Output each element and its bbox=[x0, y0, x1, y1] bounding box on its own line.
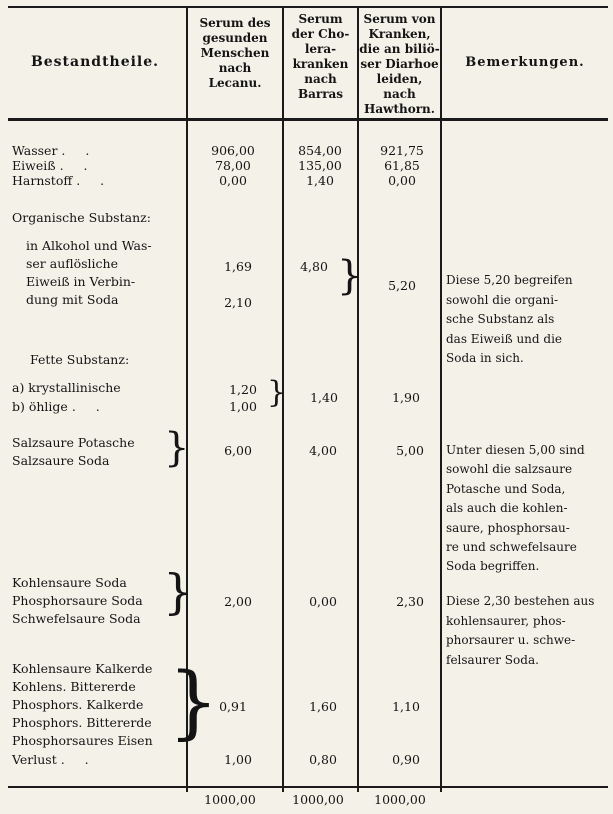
oehlig-value-1: 1,00 bbox=[229, 399, 257, 414]
header-rule bbox=[8, 118, 608, 121]
row-label-verlust: Verlust . . bbox=[12, 752, 97, 767]
kalk-line-5: Phosphorsaures Eisen bbox=[12, 733, 153, 748]
kohlen-value-3: 2,30 bbox=[396, 594, 424, 609]
kohlen-line-2: Phosphorsaure Soda bbox=[12, 593, 143, 608]
note-organische: Diese 5,20 begreifen sowohl die organi- sche Substanz als das Eiweiß und die Soda in sich. bbox=[446, 273, 573, 366]
alkohol-value-1a: 1,69 bbox=[224, 259, 252, 274]
header-bestandtheile: Bestandtheile. bbox=[30, 54, 160, 70]
alkohol-line-4: dung mit Soda bbox=[26, 292, 119, 307]
row-label-krystallinische: a) krystallinische bbox=[12, 380, 121, 395]
kalk-value-1: 0,91 bbox=[219, 699, 247, 714]
kohlen-line-3: Schwefelsaure Soda bbox=[12, 611, 141, 626]
salz-line-2: Salzsaure Soda bbox=[12, 453, 110, 468]
row-label-harnstoff: Harnstoff . . bbox=[12, 173, 113, 188]
eiweiss-value-1: 78,00 bbox=[215, 158, 251, 173]
alkohol-line-2: ser auflösliche bbox=[26, 256, 118, 271]
wasser-value-3: 921,75 bbox=[380, 143, 424, 158]
note-kohlensaure: Diese 2,30 bestehen aus kohlensaurer, phos- phorsaurer u. schwe- felsaurer Soda. bbox=[446, 594, 595, 667]
fett-value-3: 1,90 bbox=[392, 390, 420, 405]
wasser-value-1: 906,00 bbox=[211, 143, 255, 158]
kalk-line-4: Phosphors. Bittererde bbox=[12, 715, 152, 730]
header-serum-diarhoe: Serum von Kranken, die an biliö- ser Diarhoe leiden, nach Hawthorn. bbox=[359, 12, 440, 116]
fett-brace: } bbox=[267, 375, 287, 410]
header-serum-gesund: Serum des gesunden Menschen nach Lecanu. bbox=[199, 16, 271, 90]
kalk-line-2: Kohlens. Bittererde bbox=[12, 679, 136, 694]
alkohol-line-1: in Alkohol und Was- bbox=[26, 238, 152, 253]
kohlen-value-2: 0,00 bbox=[309, 594, 337, 609]
top-rule bbox=[8, 6, 608, 8]
header-serum-cholera: Serum der Cho- lera- kranken nach Barras bbox=[291, 12, 350, 101]
salz-line-1: Salzsaure Potasche bbox=[12, 435, 135, 450]
salz-value-2: 4,00 bbox=[309, 443, 337, 458]
alkohol-brace: } bbox=[337, 253, 363, 299]
kalk-line-1: Kohlensaure Kalkerde bbox=[12, 661, 153, 676]
kalk-value-3: 1,10 bbox=[392, 699, 420, 714]
bottom-rule bbox=[8, 786, 608, 788]
harnstoff-value-1: 0,00 bbox=[219, 173, 247, 188]
salz-brace: } bbox=[164, 425, 190, 471]
krystall-value-1: 1,20 bbox=[229, 382, 257, 397]
verlust-value-2: 0,80 bbox=[309, 752, 337, 767]
heading-fette-substanz: Fette Substanz: bbox=[30, 352, 130, 367]
total-value-3: 1000,00 bbox=[374, 792, 426, 807]
alkohol-value-3: 5,20 bbox=[388, 278, 416, 293]
row-label-oehlige: b) öhlige . . bbox=[12, 399, 108, 414]
kalk-line-3: Phosphors. Kalkerde bbox=[12, 697, 144, 712]
header-bemerkungen: Bemerkungen. bbox=[465, 55, 585, 70]
row-label-eiweiss: Eiweiß . . bbox=[12, 158, 96, 173]
note-salzsaure: Unter diesen 5,00 sind sowohl die salzsaure Potasche und Soda, als auch die kohlen- saure, phosphorsau- re und schwefelsaure Soda begriffen. bbox=[446, 443, 585, 574]
kohlen-value-1: 2,00 bbox=[224, 594, 252, 609]
heading-organische-substanz: Organische Substanz: bbox=[12, 210, 151, 225]
alkohol-value-1b: 2,10 bbox=[224, 295, 252, 310]
eiweiss-value-2: 135,00 bbox=[298, 158, 342, 173]
alkohol-value-2: 4,80 bbox=[300, 259, 328, 274]
harnstoff-value-2: 1,40 bbox=[306, 173, 334, 188]
salz-value-1: 6,00 bbox=[224, 443, 252, 458]
fett-value-2: 1,40 bbox=[310, 390, 338, 405]
salz-value-3: 5,00 bbox=[396, 443, 424, 458]
total-value-2: 1000,00 bbox=[292, 792, 344, 807]
wasser-value-2: 854,00 bbox=[298, 143, 342, 158]
eiweiss-value-3: 61,85 bbox=[384, 158, 420, 173]
harnstoff-value-3: 0,00 bbox=[388, 173, 416, 188]
alkohol-line-3: Eiweiß in Verbin- bbox=[26, 274, 136, 289]
kalk-brace: } bbox=[168, 655, 219, 748]
kalk-value-2: 1,60 bbox=[309, 699, 337, 714]
row-label-wasser: Wasser . . bbox=[12, 143, 98, 158]
kohlen-line-1: Kohlensaure Soda bbox=[12, 575, 127, 590]
verlust-value-3: 0,90 bbox=[392, 752, 420, 767]
kohlen-brace: } bbox=[163, 564, 194, 620]
verlust-value-1: 1,00 bbox=[224, 752, 252, 767]
total-value-1: 1000,00 bbox=[204, 792, 256, 807]
